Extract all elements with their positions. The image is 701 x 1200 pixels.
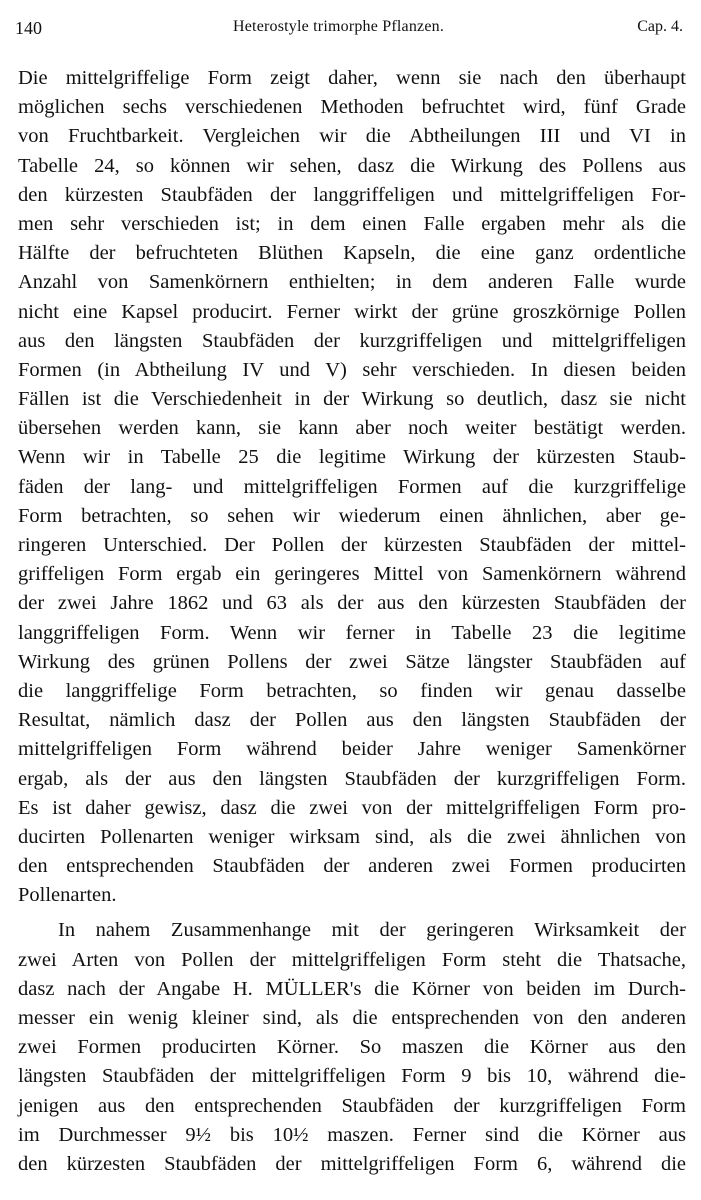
text-line: übersehen werden kann, sie kann aber noch weiter bestätigt werden. [18,417,686,440]
text-line: Tabelle 24, so können wir sehen, dasz die Wirkung des Pollens aus [18,154,686,177]
text-line: In nahem Zusammenhange mit der geringeren Wirksamkeit der [58,919,686,942]
text-line: im Durchmesser 9½ bis 10½ maszen. Ferner sind die Körner aus [18,1123,686,1146]
text-line: die langgriffelige Form betrachten, so finden wir genau dasselbe [18,679,686,702]
paragraph [18,916,686,1179]
text-line: den kürzesten Staubfäden der mittelgriffeligen Form 6, während die [18,1152,686,1175]
text-line: Resultat, nämlich dasz der Pollen aus den längsten Staubfäden der [18,709,686,732]
page-number: 140 [15,18,42,38]
page-header [15,18,683,44]
text-line: fäden der lang- und mittelgriffeligen Formen auf die kurzgriffelige [18,475,686,498]
running-title: Heterostyle trimorphe Pflanzen. [233,18,445,35]
text-line: der zwei Jahre 1862 und 63 als der aus den kürzesten Staubfäden der [18,592,686,615]
text-line: möglichen sechs verschiedenen Methoden befruchtet wird, fünf Grade [18,96,686,119]
text-line: Es ist daher gewisz, dasz die zwei von der mittelgriffeligen Form pro- [18,796,686,819]
text-line: griffeligen Form ergab ein geringeres Mittel von Samenkörnern während [18,563,686,586]
text-line: messer ein wenig kleiner sind, als die entsprechenden von den anderen [18,1007,686,1029]
chapter-label: Cap. 4. [637,18,683,35]
text-line: aus den längsten Staubfäden der kurzgriffeligen und mittelgriffeligen [18,329,686,352]
text-line: Form betrachten, so sehen wir wiederum einen ähnlichen, aber ge- [18,504,686,527]
text-line: Die mittelgriffelige Form zeigt daher, wenn sie nach den überhaupt [18,67,686,89]
text-line: von Fruchtbarkeit. Vergleichen wir die Abtheilungen III und VI in [18,125,686,148]
text-line: den kürzesten Staubfäden der langgriffeligen und mittelgriffeligen For- [18,183,686,206]
text-line: ringeren Unterschied. Der Pollen der kürzesten Staubfäden der mittel- [18,534,686,556]
text-line: jenigen aus den entsprechenden Staubfäden der kurzgriffeligen Form [18,1094,686,1117]
paragraph [18,64,686,910]
text-line: ergab, als der aus den längsten Staubfäden der kurzgriffeligen Form. [18,767,686,790]
text-line: Fällen ist die Verschiedenheit in der Wirkung so deutlich, dasz sie nicht [18,388,686,411]
text-line: Anzahl von Samenkörnern enthielten; in dem anderen Falle wurde [18,271,686,294]
text-line: Wenn wir in Tabelle 25 die legitime Wirkung der kürzesten Staub- [18,446,686,469]
text-line: dasz nach der Angabe H. MÜLLER's die Körner von beiden im Durch- [18,977,686,1000]
text-line: men sehr verschieden ist; in dem einen Falle ergaben mehr als die [18,212,686,235]
text-line: den entsprechenden Staubfäden der anderen zwei Formen producirten [18,855,686,878]
text-line: Hälfte der befruchteten Blüthen Kapseln, die eine ganz ordentliche [18,242,686,265]
text-line: zwei Arten von Pollen der mittelgriffeligen Form steht die Thatsache, [18,948,686,971]
text-line: ducirten Pollenarten weniger wirksam sind, als die zwei ähnlichen von [18,825,686,848]
text-line: mittelgriffeligen Form während beider Jahre weniger Samenkörner [18,738,686,761]
text-line: Wirkung des grünen Pollens der zwei Sätze längster Staubfäden auf [18,650,686,673]
text-line: Formen (in Abtheilung IV und V) sehr verschieden. In diesen beiden [18,358,686,381]
text-line: langgriffeligen Form. Wenn wir ferner in Tabelle 23 die legitime [18,621,686,644]
page-body [18,64,686,1179]
text-line: längsten Staubfäden der mittelgriffeligen Form 9 bis 10, während die- [18,1065,686,1088]
text-line: zwei Formen producirten Körner. So maszen die Körner aus den [18,1036,686,1059]
text-line: nicht eine Kapsel producirt. Ferner wirkt der grüne groszkörnige Pollen [18,300,686,323]
text-line: Pollenarten. [18,884,117,907]
